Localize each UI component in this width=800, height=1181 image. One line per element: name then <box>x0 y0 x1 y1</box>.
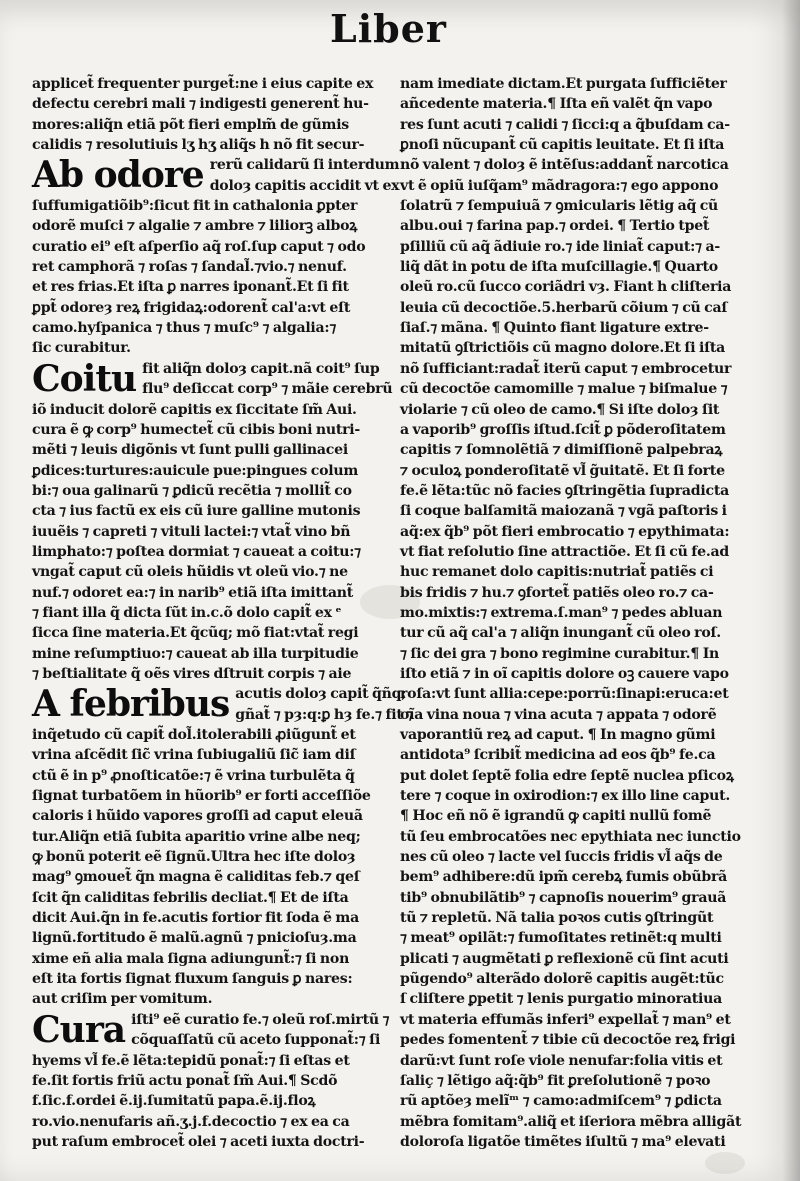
text-line: ꝑnoſi nũcupant̃ cũ capitis leuitate. Et ſi iſta <box>400 137 725 154</box>
text-line: tur cũ aq̃ cal'a ⁊ aliq̃n inungant̃ cũ oleo roſ. <box>400 625 721 642</box>
text-line: tũ ſeu embrocatões nec epythiata nec iunctio <box>400 828 741 845</box>
text-line: nõ ſufficiant:radat̃ iterũ caput ⁊ embrocetur <box>400 360 732 377</box>
text-line: ⁊ ſic dei gra ⁊ bono regimine curabitur.¶ In <box>400 645 720 662</box>
text-line: leuia cũ decoctiõe.5.herbarũ cõium ⁊ cũ caſ <box>400 299 728 316</box>
text-line: ꝑpt̃ odoreȝ reꝝ frigidaꝝ:odorent̃ cal'a:vt eſt <box>32 299 351 316</box>
text-line: pſilliũ cũ aq̃ ãdiuie ro.⁊ ide liniat̃ caput:⁊ a- <box>400 238 720 255</box>
text-line: ſi coque balſamitã maiozanã ⁊ vgã paſtoris i <box>400 503 727 520</box>
text-line: cura ẽ ꝙ corp⁹ humectet̃ cũ cibis boni nutri- <box>32 421 360 438</box>
text-line: cõquaſſatũ cũ aceto ſupponat̃:⁊ ſi <box>131 1032 381 1049</box>
text-line: odorẽ muſci ⁊ algalie ⁊ ambre ⁊ liliorꝫ alboꝝ <box>32 218 358 235</box>
text-line: inq̃etudo cũ capit̃ dol̃.itolerabili ꝓiũgunt̃ et <box>32 727 356 743</box>
text-line: ſic curabitur. <box>32 340 131 357</box>
text-line: vt materia effumãs inferi⁹ expellat̃ ⁊ man⁹ et <box>400 1011 731 1028</box>
text-line: caloris i hũido vapores groſſi ad caput eleuã <box>32 808 363 825</box>
text-line: pũgendo⁹ alterãdo dolorẽ capitis augẽt:tũc <box>400 971 724 988</box>
text-line: lignũ.fortitudo ẽ malũ.agnũ ⁊ pnicioſuȝ.ma <box>32 930 357 947</box>
text-line: ¶ Hoc eñ nõ ẽ igrandũ ꝙ capiti nullũ fomẽ <box>400 808 712 825</box>
text-line: acutis doloȝ capit̃ q̃ñq; <box>235 686 407 703</box>
text-line: cũ decoctõe camomille ⁊ malue ⁊ biſmalue ⁊ <box>400 381 728 398</box>
section-heading: A febribus <box>32 683 230 726</box>
text-line: mẽti ⁊ leuis digõnis vt ſunt pulli gallinacei <box>32 442 348 459</box>
text-line: curatio ei⁹ eſt aſperſio aq̃ roſ.ſup caput ⁊ odo <box>32 238 366 255</box>
text-line: bi:⁊ oua galinarũ ⁊ ꝑdicũ recẽtia ⁊ mollit̃ co <box>32 482 352 499</box>
text-line: ſcit q̃n caliditas febrilis decliat.¶ Et de iſta <box>32 889 349 906</box>
text-line: vngat̃ caput cũ oleis hũidis vt oleũ vio.⁊ ne <box>32 564 348 581</box>
text-line: f.ſic.f.ordei ẽ.ij.ſumitatũ papa.ẽ.ij.floꝝ <box>32 1093 316 1110</box>
text-line: xime eñ alia mala ſigna adiungunt̃:⁊ ſi non <box>32 950 350 967</box>
text-line: put raſum embrocet̃ olei ⁊ aceti iuxta doctri- <box>32 1133 365 1150</box>
text-line: iuuẽis ⁊ capreti ⁊ vituli lactei:⁊ vtat̃ vino bñ <box>32 523 351 540</box>
text-line: cta ⁊ ius factũ ex eis cũ iure galline mutonis <box>32 503 361 520</box>
text-line: aq̃:ex q̃b⁹ põt fieri embrocatio ⁊ epythimata: <box>400 523 730 540</box>
text-line: vrina aſcẽdit ſic̃ vrina ſubiugaliũ ſic̃ iam diſ <box>32 747 356 764</box>
text-line: albu.oui ⁊ farina pap.⁊ ordei. ¶ Tertio tpet̃ <box>400 218 710 235</box>
text-line: camo.hyſpanica ⁊ thus ⁊ muſc⁹ ⁊ algalia:⁊ <box>32 320 337 337</box>
text-line: mine reſumptiuo:⁊ caueat ab illa turpitudie <box>32 645 359 662</box>
text-line: ſiaſ.⁊ mãna. ¶ Quinto fiant ligature extre- <box>400 320 709 337</box>
text-line: applicet̃ frequenter purget̃:ne i eius capite ex <box>32 76 374 92</box>
text-line: ſignat turbatõem in hũorib⁹ er forti acceſſiõe <box>32 788 371 805</box>
text-line: oleũ ro.cũ ſucco coriãdri vȝ. Fiant h cliſteria <box>400 279 732 296</box>
text-line: eſt ita fortis ſignat fluxum ſanguis ꝑ nares: <box>32 971 353 988</box>
intro-paragraph <box>32 74 392 155</box>
text-line: ꝙ bonũ poterit eẽ ſignũ.Ultra hec iſte doloȝ <box>32 849 356 866</box>
text-line: darũ:vt ſunt roſe viole nenufar:folia vitis et <box>400 1052 723 1069</box>
text-line: rũ aptõeȝ melı̃ᵐ ⁊ camo:admiſcem⁹ ⁊ ꝑdicta <box>400 1093 722 1110</box>
text-line: nuf.⁊ odoret ea:⁊ in narib⁹ etiã iſta imittant̃ <box>32 584 354 601</box>
right-column <box>400 74 770 1152</box>
text-line: bem⁹ adhibere:dũ ipm̃ cerebꝝ fumis obũbrã <box>400 869 728 886</box>
text-line: dicit Aui.q̃n in fe.acutis fortior fit ſoda ẽ ma <box>32 910 359 927</box>
text-line: put dolet ſeptẽ folia edre ſeptẽ nuclea pſicoꝝ <box>400 767 734 784</box>
text-line: limphato:⁊ poſtea dormiat ⁊ caueat a coitu:⁊ <box>32 543 361 560</box>
text-line: rerũ calidarũ ſi interdum <box>209 157 400 174</box>
text-line: tũ ⁊ repletũ. Nã talia poꝛos cutis ꝯſtringũt <box>400 910 714 927</box>
text-line: ⁊ beſtialitate q̃ oẽs vires dſtruit corpis ⁊ aie <box>32 665 352 682</box>
left-column <box>32 74 414 1152</box>
text-line: roſa:vt ſunt allia:cepe:porrũ:ſinapi:eruca:et <box>400 686 729 703</box>
text-line: doloȝ capitis accidit vt ex <box>209 177 400 194</box>
text-line: vt fiat reſolutio ſine attractiõe. Et ſi cũ fe.ad <box>400 543 729 560</box>
text-line: violarie ⁊ cũ oleo de camo.¶ Si iſte doloȝ ſit <box>400 401 720 418</box>
text-line: ꝑdices:turtures:auicule pue:pingues colum <box>32 462 358 479</box>
text-line: oĩa vina noua ⁊ vina acuta ⁊ appata ⁊ odorẽ <box>400 706 717 723</box>
text-line: mẽbra fomitam⁹.aliq̃ et iſeriora mẽbra alligãt <box>400 1113 742 1130</box>
text-line: iſti⁹ eẽ curatio fe.⁊ oleũ roſ.mirtũ ⁊ <box>131 1011 390 1028</box>
text-line: et res frias.Et iſta ꝑ narres iponant̃.Et ſi fit <box>32 279 349 296</box>
text-line: res ſunt acuti ⁊ calidi ⁊ ſicci:q a q̃buſdam ca- <box>400 116 730 133</box>
section-cura <box>32 1010 392 1152</box>
text-line: capitis ⁊ ſomnolẽtiã ⁊ dimiſſionẽ palpebraꝝ <box>400 442 723 459</box>
text-line: nam imediate dictam.Et purgata ſufficiẽter <box>400 76 727 92</box>
text-line: ⁊ oculoꝝ ponderoſitatẽ vl̃ g̃uitatẽ. Et ſi forte <box>400 462 725 479</box>
text-line: calidis ⁊ resolutiuis lʒ hʒ aliq̃s h nõ fit secur- <box>32 137 365 154</box>
text-line: ſolatrũ ⁊ ſempuiuã ⁊ ꝯmicularis lẽtig aq̃ cũ <box>400 198 719 215</box>
section-a-febribus <box>32 683 414 1010</box>
text-line: tib⁹ obnubilãtib⁹ ⁊ capnoſis nouerim⁹ grauã <box>400 889 727 906</box>
text-line: mo.mixtis:⁊ extrema.ſ.man⁹ ⁊ pedes abluan <box>400 604 723 621</box>
text-line: vaporantiũ reꝝ ad caput. ¶ In magno gũmi <box>400 727 716 743</box>
section-coitu <box>32 359 392 685</box>
text-line: flu⁹ deſiccat corp⁹ ⁊ mãie cerebrũ <box>142 381 393 398</box>
text-line: mag⁹ ꝯmouet̃ q̃n magna ẽ caliditas feb.⁊ qeſ <box>32 869 360 886</box>
text-line: pedes fomentent̃ ⁊ tibie cũ decoctõe reꝝ frigi <box>400 1032 736 1049</box>
text-line: iõ inducit dolorẽ capitis ex ſiccitate ſm̃ Aui. <box>32 401 357 418</box>
text-line: hyems vl̃ fe.ẽ lẽta:tepidũ ponat̃:⁊ ſi eſtas et <box>32 1052 350 1069</box>
section-heading: Cura <box>32 1008 126 1051</box>
text-line: ret camphorã ⁊ roſas ⁊ ſandal̃.⁊vio.⁊ nenuf. <box>32 259 347 276</box>
text-line: gñat̃ ⁊ pȝ:q:ꝑ hȝ fe.⁊ fit ⁊ <box>235 706 414 723</box>
section-heading: Ab odore <box>32 154 204 197</box>
text-line: bis fridis ⁊ hu.⁊ ꝯfortet̃ patiẽs oleo ro.⁊ ca- <box>400 584 714 601</box>
text-line: tur.Aliq̃n etiã ſubita aparitio vrine albe neq; <box>32 828 361 845</box>
text-line: añcedente materia.¶ Iſta eñ valẽt q̃n vapo <box>400 96 713 113</box>
text-line: nõ valent ⁊ doloȝ ẽ intẽſus:addant̃ narcotica <box>400 157 729 174</box>
text-line: ro.vio.nenufaris añ.ʒ.j.f.decoctio ⁊ ex ea ca <box>32 1113 350 1130</box>
text-line: fe.ſit fortis friũ actu ponat̃ ſm̃ Aui.¶ Scdõ <box>32 1072 338 1089</box>
text-line: defectu cerebri mali ⁊ indigesti generent̃ hu- <box>32 96 369 113</box>
text-line: ⁊ meat⁹ opilãt:⁊ fumoſitates retinẽt:q multi <box>400 930 722 947</box>
text-line: ſ cliſtere ꝑpetit ⁊ lenis purgatio minoratiua <box>400 991 722 1008</box>
text-line: tere ⁊ coque in oxirodion:⁊ ex illo line caput. <box>400 788 731 805</box>
text-line: ſuffumigatiõib⁹:ſicut fit in cathalonia ꝑpter <box>32 198 358 215</box>
text-line: huc remanet dolo capitis:nutriat̃ patiẽs ci <box>400 564 714 581</box>
text-line: fe.ẽ lẽta:tũc nõ facies ꝯſtringẽtia ſupradicta <box>400 482 729 499</box>
text-line: plicati ⁊ augmẽtati ꝑ reflexionẽ cũ ſint acuti <box>400 950 729 967</box>
text-line: mitatũ ꝯſtrictiõis cũ magno dolore.Et ſi iſta <box>400 340 726 357</box>
text-line: liq̃ dãt in potu de iſta muſcillagie.¶ Quarto <box>400 259 718 276</box>
text-line: a vaporib⁹ groſſis iſtud.ſcit̃ ꝑ põderoſitatem <box>400 421 726 438</box>
text-line: antidota⁹ ſcribit̃ medicina ad eos q̃b⁹ fe.ca <box>400 747 716 764</box>
text-line: fit aliq̃n doloȝ capit.nã coit⁹ ſup <box>142 360 380 377</box>
text-line: aut criſim per vomitum. <box>32 991 213 1008</box>
text-line: nes cũ oleo ⁊ lacte vel ſuccis fridis vl̃ aq̃s de <box>400 849 723 866</box>
text-line: vt ẽ opiũ iuſq̃am⁹ mãdragora:⁊ ego appono <box>400 177 719 194</box>
text-line: mores:aliq̃n etiã põt fieri emplm̃ de gũmis <box>32 116 349 133</box>
text-line: doloroſa ligatõe timẽtes iſultũ ⁊ ma⁹ elevati <box>400 1133 726 1150</box>
text-line: ſaliç ⁊ lẽtigo aq̃:q̃b⁹ fit ꝑreſolutionẽ ⁊ poꝛo <box>400 1072 711 1089</box>
text-line: iſto etiã ⁊ in oĩ capitis dolore oꝫ cauere vapo <box>400 665 729 682</box>
text-line: ſicca ſine materia.Et q̃cũq; mõ fiat:vtat̃ regi <box>32 625 359 642</box>
section-ab-odore <box>32 154 400 358</box>
text-line: ctũ ẽ in p⁹ ꝓnoſticatõe:⁊ ẽ vrina turbulẽta q̃ <box>32 767 355 784</box>
paper-stain <box>705 1152 745 1174</box>
running-head: Liber <box>330 6 447 51</box>
section-heading: Coitu <box>32 357 137 400</box>
text-line: ⁊ fiant illa q̃ dicta ſũt in.c.õ dolo capit̃ ex ᵉ <box>32 604 342 621</box>
